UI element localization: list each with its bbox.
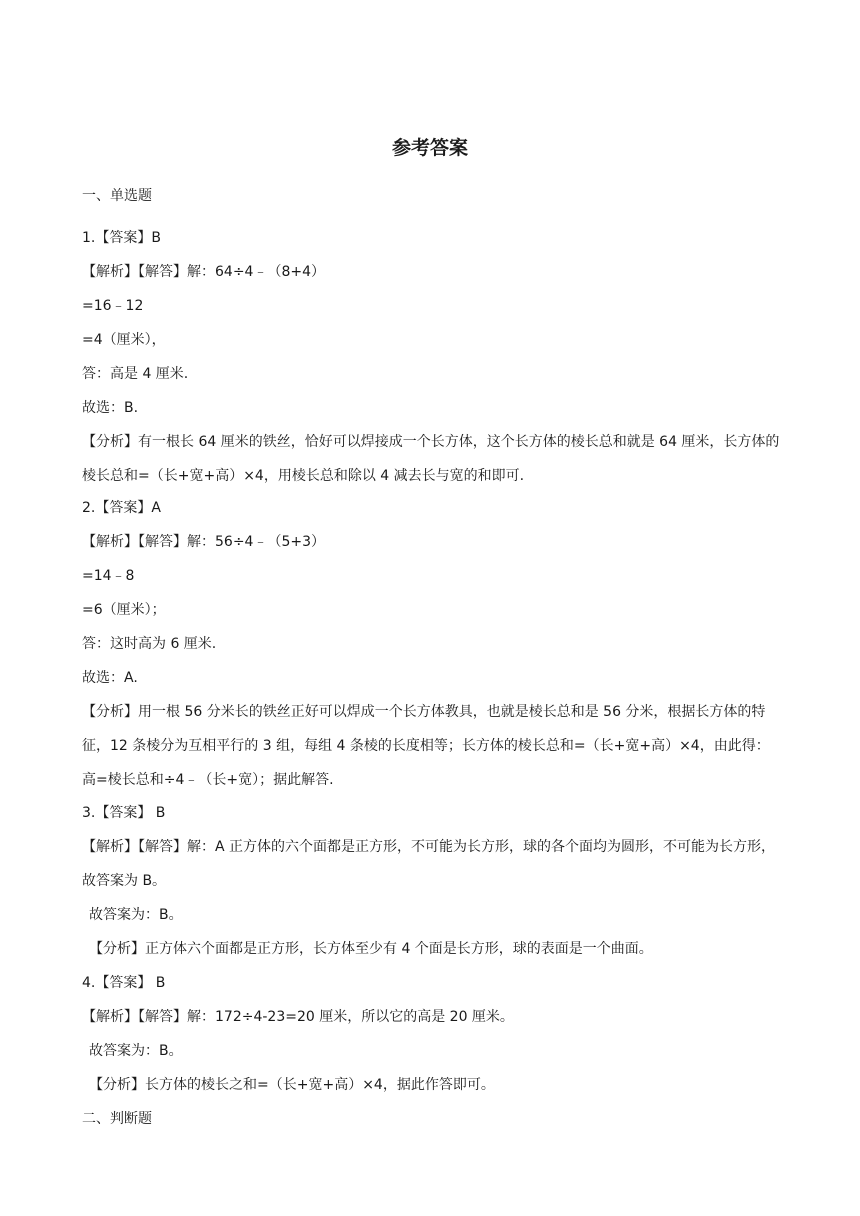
q2-solution-line-5: 故选：A. [82,670,138,686]
q1-solution-line-2: =16﹣12 [82,298,144,314]
page-title: 参考答案 [391,137,468,159]
q1-answer: 1.【答案】B [82,230,161,246]
q1-solution-line-5: 故选：B. [82,400,139,416]
q2-solution-line-2: =14﹣8 [82,568,135,584]
q4-analysis: 【分析】长方体的棱长之和=（长+宽+高）×4，据此作答即可。 [89,1077,495,1093]
q2-analysis: 【分析】用一根 56 分米长的铁丝正好可以焊成一个长方体教具，也就是棱长总和是 56 分米，根据长方体的特征，12 条棱分为互相平行的 3 组，每组 4 条棱的长度相等；长方体的棱长总和=（长+宽+高）×4，由此得：高=棱长总和÷4﹣（长+宽）；据此解答. [82,704,770,788]
section-heading-true-false: 二、判断题 [82,1111,152,1127]
q1-solution-line-4: 答：高是 4 厘米. [82,366,189,382]
section-heading-single-choice: 一、单选题 [82,188,152,204]
q3-answer: 3.【答案】 B [82,805,166,821]
q2-solution-line-3: =6（厘米）； [82,602,166,618]
q4-solution: 【解析】【解答】解：172÷4-23=20 厘米，所以它的高是 20 厘米。 [82,1009,514,1025]
q1-solution-line-3: =4（厘米）， [82,332,166,348]
q2-solution-line-1: 【解析】【解答】解：56÷4﹣（5+3） [82,534,325,550]
q3-solution: 【解析】【解答】解：A 正方体的六个面都是正方形，不可能为长方形，球的各个面均为圆形，不可能为长方形，故答案为 B。 [82,839,776,889]
q2-solution-line-4: 答：这时高为 6 厘米. [82,636,217,652]
q1-analysis: 【分析】有一根长 64 厘米的铁丝，恰好可以焊接成一个长方体，这个长方体的棱长总和就是 64 厘米，长方体的棱长总和=（长+宽+高）×4，用棱长总和除以 4 减去长与宽的和即可. [82,434,780,484]
q3-conclusion: 故答案为：B。 [89,907,183,923]
q3-analysis: 【分析】正方体六个面都是正方形，长方体至少有 4 个面是长方形，球的表面是一个曲面。 [89,941,653,957]
q4-conclusion: 故答案为：B。 [89,1043,183,1059]
q4-answer: 4.【答案】 B [82,975,166,991]
q1-solution-line-1: 【解析】【解答】解：64÷4﹣（8+4） [82,264,325,280]
q2-answer: 2.【答案】A [82,500,161,516]
